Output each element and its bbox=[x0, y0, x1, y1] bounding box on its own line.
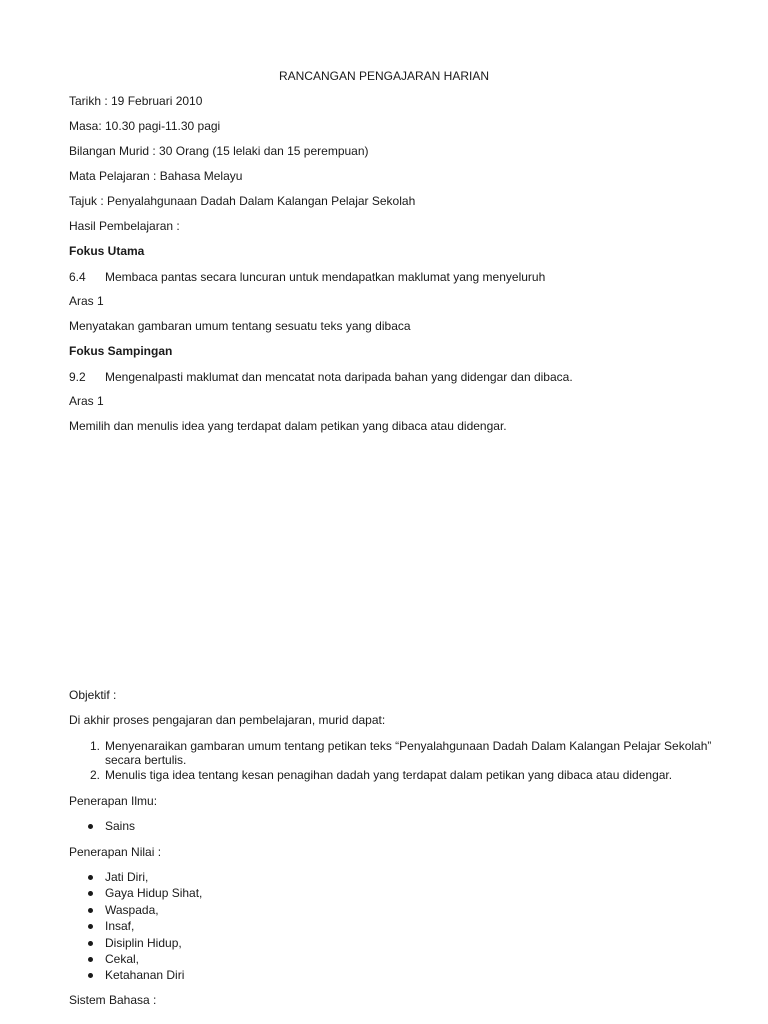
fokus-sampingan-text: Mengenalpasti maklumat dan mencatat nota daripada bahan yang didengar dan dibaca. bbox=[105, 370, 573, 384]
tarikh-line: Tarikh : 19 Februari 2010 bbox=[69, 94, 203, 108]
bullet-icon bbox=[88, 875, 93, 880]
fokus-utama-heading: Fokus Utama bbox=[69, 244, 145, 258]
fokus-sampingan-heading: Fokus Sampingan bbox=[69, 344, 173, 358]
penerapan-nilai-item: Jati Diri, bbox=[105, 870, 149, 884]
penerapan-nilai-item: Gaya Hidup Sihat, bbox=[105, 886, 203, 900]
penerapan-nilai-item: Ketahanan Diri bbox=[105, 968, 185, 982]
penerapan-nilai-item: Disiplin Hidup, bbox=[105, 936, 182, 950]
fokus-utama-aras: Aras 1 bbox=[69, 294, 104, 308]
fokus-sampingan-item bbox=[69, 370, 573, 384]
bullet-icon bbox=[88, 891, 93, 896]
objektif-intro: Di akhir proses pengajaran dan pembelajaran, murid dapat: bbox=[69, 713, 386, 727]
fokus-utama-item bbox=[69, 270, 545, 284]
objektif-item-text-continued: secara bertulis. bbox=[105, 753, 187, 767]
document-title: RANCANGAN PENGAJARAN HARIAN bbox=[278, 69, 490, 83]
objektif-item-number: 2. bbox=[89, 768, 100, 782]
fokus-sampingan-aras-text: Memilih dan menulis idea yang terdapat dalam petikan yang dibaca atau didengar. bbox=[69, 419, 507, 433]
penerapan-nilai-item: Insaf, bbox=[105, 919, 135, 933]
fokus-utama-code: 6.4 bbox=[69, 270, 86, 284]
penerapan-ilmu-item: Sains bbox=[105, 819, 136, 833]
fokus-utama-aras-text: Menyatakan gambaran umum tentang sesuatu teks yang dibaca bbox=[69, 319, 411, 333]
masa-line: Masa: 10.30 pagi-11.30 pagi bbox=[69, 119, 221, 133]
penerapan-nilai-item: Cekal, bbox=[105, 952, 140, 966]
bullet-icon bbox=[88, 957, 93, 962]
fokus-sampingan-code: 9.2 bbox=[69, 370, 86, 384]
penerapan-nilai-item: Waspada, bbox=[105, 903, 159, 917]
objektif-item-number: 1. bbox=[89, 739, 100, 753]
bullet-icon bbox=[88, 973, 93, 978]
sistem-bahasa-label: Sistem Bahasa : bbox=[69, 993, 157, 1007]
bullet-icon bbox=[88, 824, 93, 829]
bullet-icon bbox=[88, 908, 93, 913]
tajuk-line: Tajuk : Penyalahgunaan Dadah Dalam Kalangan Pelajar Sekolah bbox=[69, 194, 416, 208]
objektif-item-text: Menyenaraikan gambaran umum tentang petikan teks “Penyalahgunaan Dadah Dalam Kalangan Pelajar Sekolah” bbox=[105, 739, 712, 753]
objektif-item-text: Menulis tiga idea tentang kesan penagihan dadah yang terdapat dalam petikan yang dibaca atau didengar. bbox=[105, 768, 673, 782]
mata-pelajaran-line: Mata Pelajaran : Bahasa Melayu bbox=[69, 169, 243, 183]
penerapan-ilmu-label: Penerapan Ilmu: bbox=[69, 794, 158, 808]
fokus-sampingan-aras: Aras 1 bbox=[69, 394, 104, 408]
bullet-icon bbox=[88, 941, 93, 946]
objektif-label: Objektif : bbox=[69, 688, 117, 702]
fokus-utama-text: Membaca pantas secara luncuran untuk mendapatkan maklumat yang menyeluruh bbox=[105, 270, 546, 284]
hasil-pembelajaran-label: Hasil Pembelajaran : bbox=[69, 219, 180, 233]
penerapan-nilai-label: Penerapan Nilai : bbox=[69, 845, 162, 859]
bullet-icon bbox=[88, 924, 93, 929]
bilangan-murid-line: Bilangan Murid : 30 Orang (15 lelaki dan 15 perempuan) bbox=[69, 144, 369, 158]
